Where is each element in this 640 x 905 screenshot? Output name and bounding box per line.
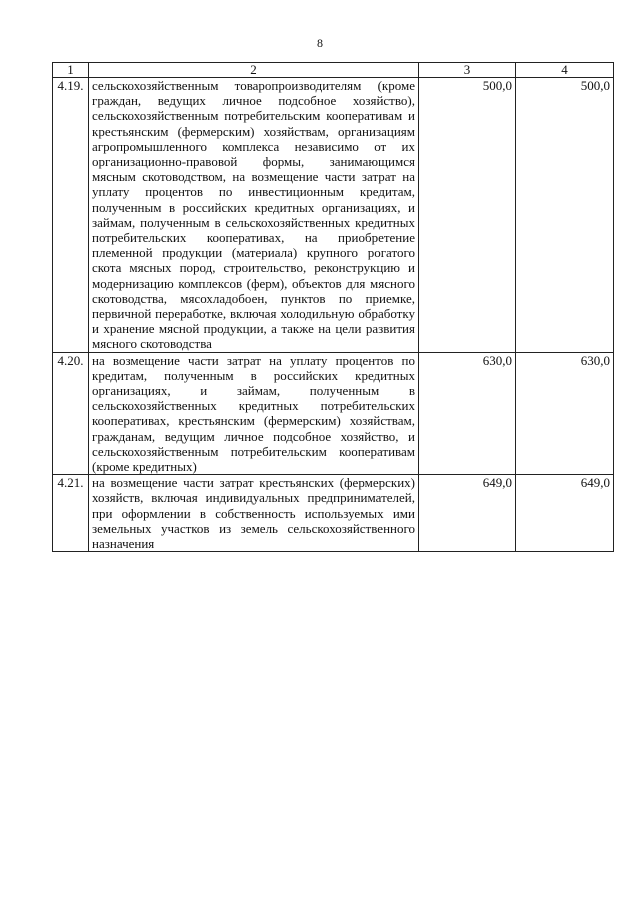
row-number: 4.21.	[53, 475, 89, 552]
table-row	[53, 352, 614, 475]
row-number: 4.20.	[53, 352, 89, 475]
row-amount-col4: 500,0	[516, 78, 614, 353]
row-amount-col3: 630,0	[419, 352, 516, 475]
row-amount-col4: 630,0	[516, 352, 614, 475]
header-col-4: 4	[516, 63, 614, 78]
row-description: сельскохозяйственным товаропроизводителям (кроме граждан, ведущих личное подсобное хозяйство), сельскохозяйственным потребительским кооперативам и крестьянским (фермерским) хозяйствам, организациям агропромышленного комплекса независимо от их организационно-правовой формы, занимающимся мясным скотоводством, на возмещение части затрат на уплату процентов по инвестиционным кредитам, полученным в российских кредитных организациях, и займам, полученным в сельскохозяйственных кредитных потребительских кооперативах, на приобретение племенной продукции (материала) крупного рогатого скота мясных пород, строительство, реконструкцию и модернизацию комплексов (ферм), объектов для мясного скотоводства, мясохладобоен, пунктов по приемке, первичной переработке, включая холодильную обработку и хранение мясной продукции, а также на цели развития мясного скотоводства	[89, 78, 419, 353]
row-amount-col3: 500,0	[419, 78, 516, 353]
row-description: на возмещение части затрат крестьянских (фермерских) хозяйств, включая индивидуальных предпринимателей, при оформлении в собственность используемых ими земельных участков из земель сельскохозяйственного назначения	[89, 475, 419, 552]
header-col-2: 2	[89, 63, 419, 78]
row-description: на возмещение части затрат на уплату процентов по кредитам, полученным в российских кредитных организациях, и займам, полученным в сельскохозяйственных кредитных потребительских кооперативах, крестьянским (фермерским) хозяйствам, гражданам, ведущим личное подсобное хозяйство, и сельскохозяйственным потребительским кооперативам (кроме кредитных)	[89, 352, 419, 475]
table-header	[53, 63, 614, 78]
budget-table	[52, 62, 614, 552]
header-col-3: 3	[419, 63, 516, 78]
row-number: 4.19.	[53, 78, 89, 353]
table-row	[53, 475, 614, 552]
table-body	[53, 78, 614, 552]
table-row	[53, 78, 614, 353]
page-number: 8	[317, 36, 323, 50]
row-amount-col4: 649,0	[516, 475, 614, 552]
header-col-1: 1	[53, 63, 89, 78]
row-amount-col3: 649,0	[419, 475, 516, 552]
header-row	[53, 63, 614, 78]
